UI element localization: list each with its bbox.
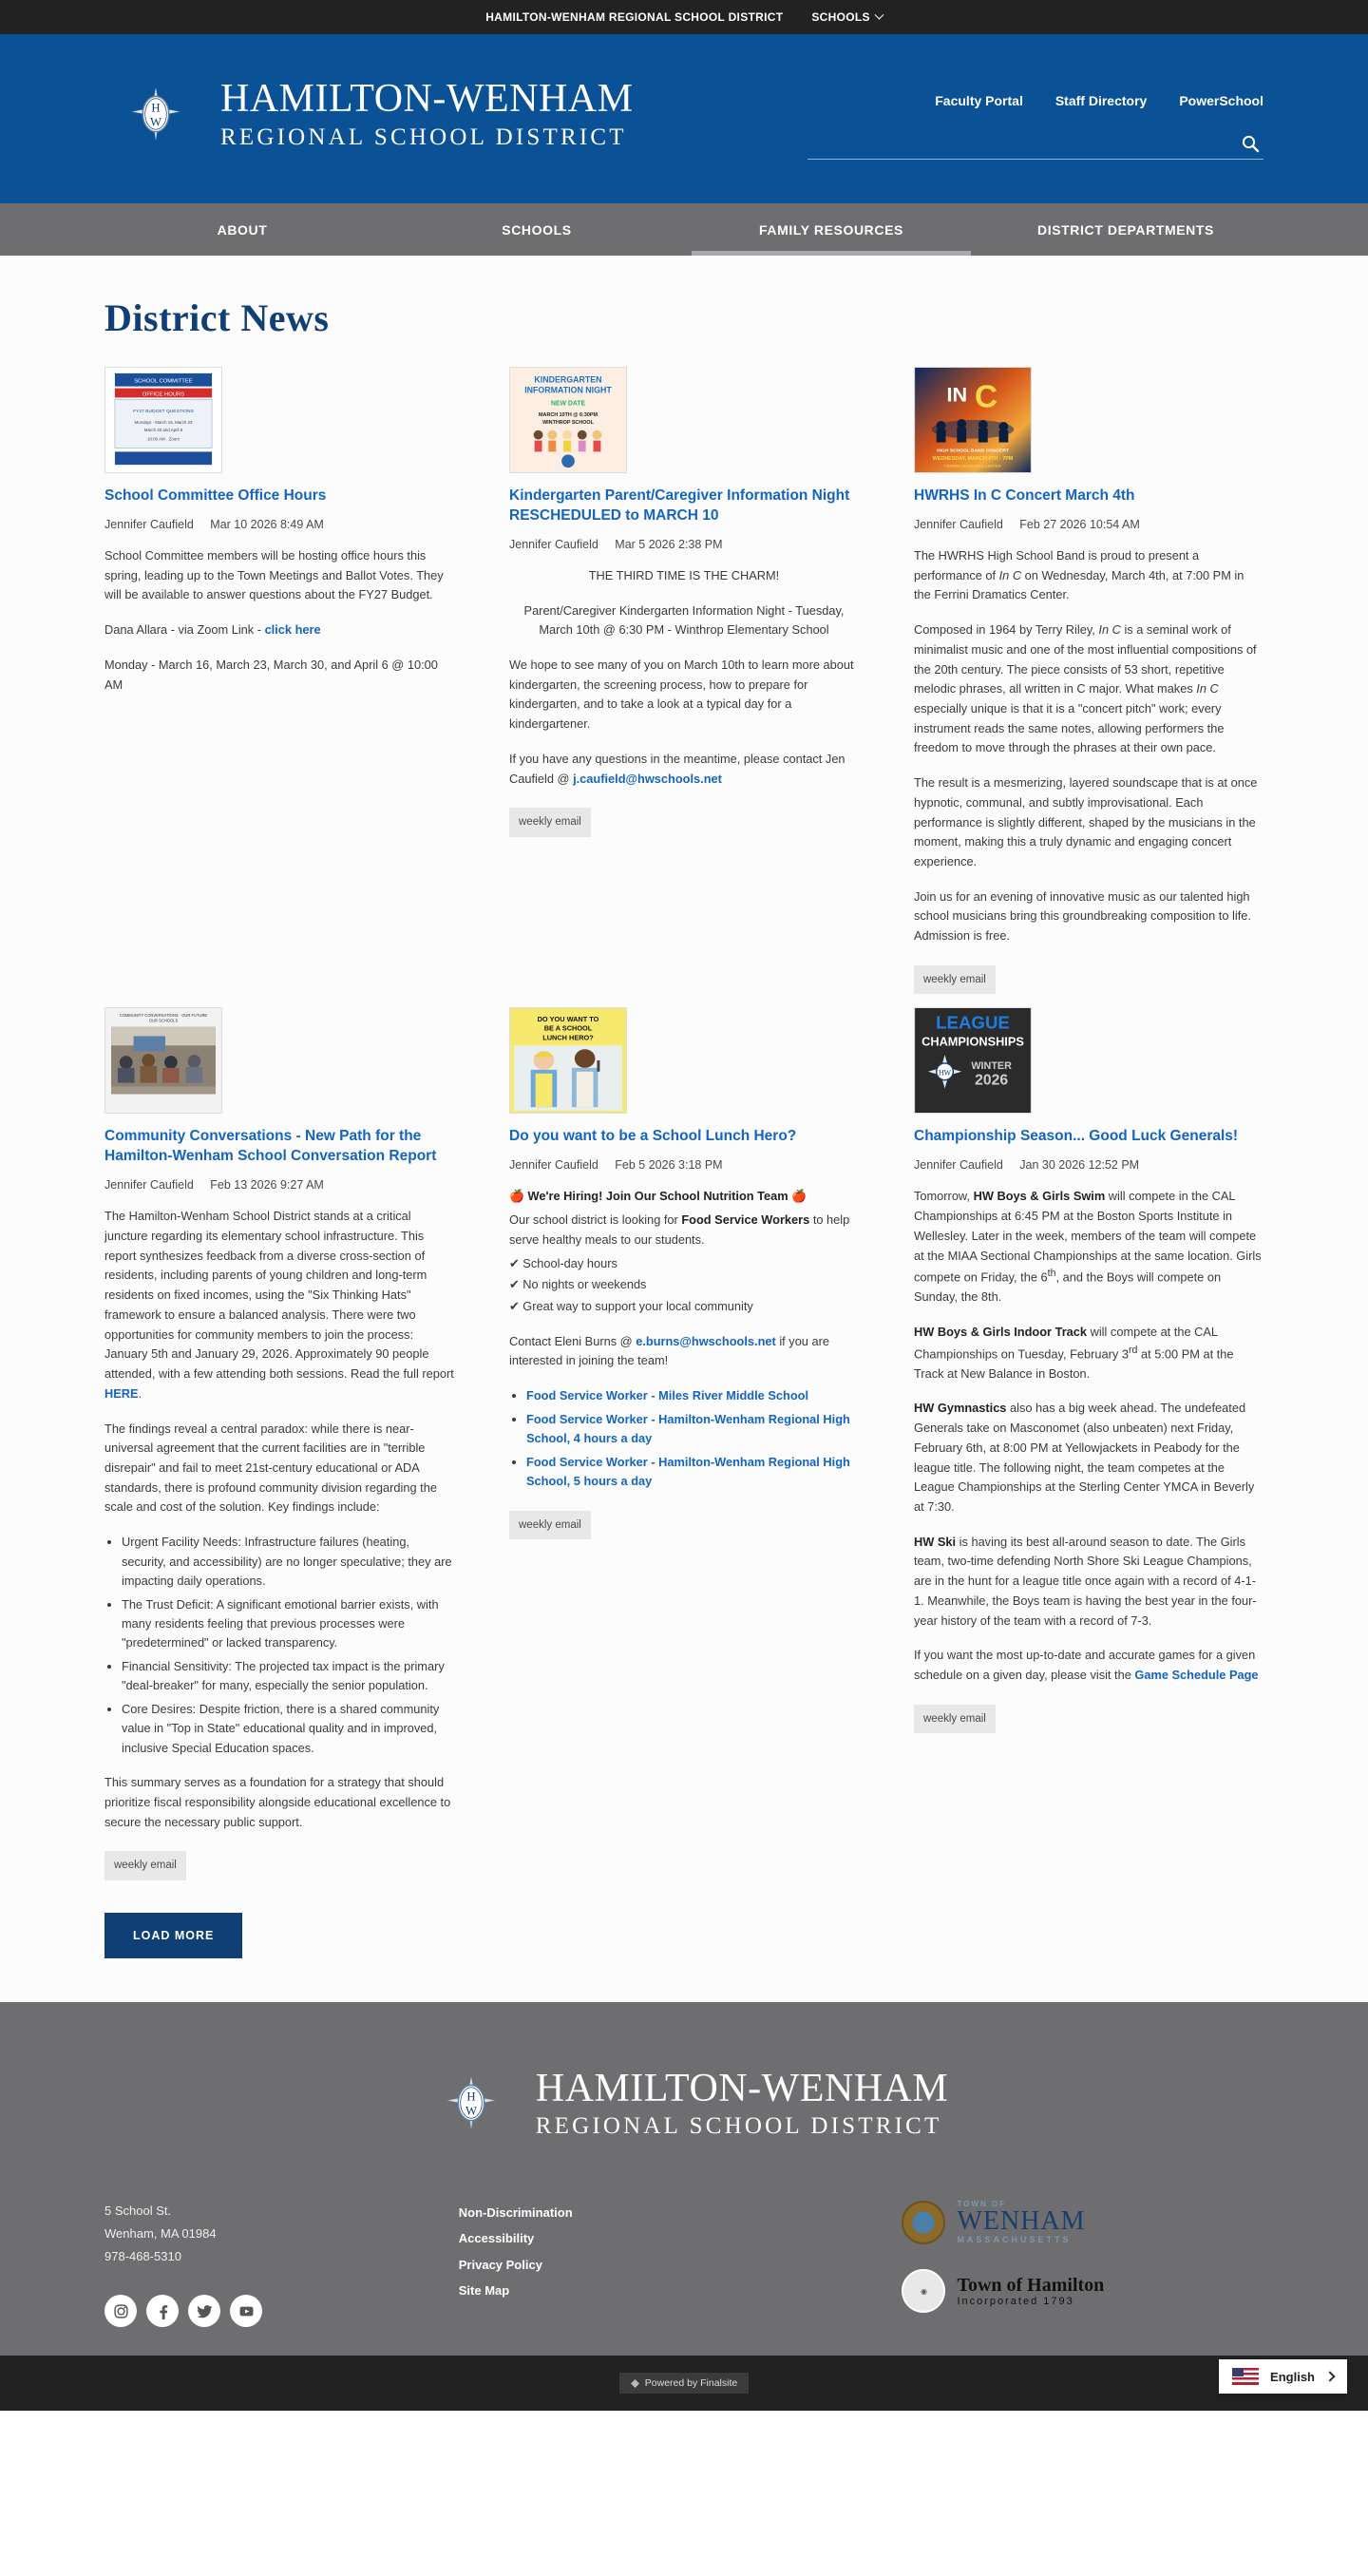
news-paragraph-join: Join us for an evening of innovative music as our talented high school musicians bring this groundbreaking composition to life. Admission is free. [914,888,1251,944]
news-headline: THE THIRD TIME IS THE CHARM! [588,567,780,582]
svg-text:OFFICE HOURS: OFFICE HOURS [142,391,185,398]
svg-text:10:00 AM · Zoom: 10:00 AM · Zoom [147,436,180,442]
list-item: • Core Desires: Despite friction, there is a shared community value in "Top in State" educational quality and in improved, inclusive Special Education spaces. [122,1700,454,1758]
news-card-school-committee-office-hours [104,367,454,716]
news-contact-paragraph [509,1332,859,1371]
news-title[interactable]: Community Conversations - New Path for the Hamilton-Wenham School Conversation Report [104,1128,437,1165]
us-flag-icon [1232,2368,1259,2385]
news-author: Jennifer Caufield [914,517,1003,531]
powered-by-label: Powered by Finalsite [644,2377,738,2390]
language-label: English [1270,2369,1315,2384]
news-tag[interactable]: weekly email [509,1511,591,1540]
news-title[interactable]: Kindergarten Parent/Caregiver Information Night RESCHEDULED to MARCH 10 [509,487,850,524]
svg-text:DO YOU WANT TO: DO YOU WANT TO [537,1015,599,1024]
news-meta [509,538,859,551]
news-author: Jennifer Caufield [509,537,598,551]
news-thumbnail-league-championships-poster[interactable] [914,1007,1032,1114]
wenham-seal-icon [902,2201,945,2244]
news-paragraph-schedule [914,1646,1264,1685]
news-tag[interactable]: weekly email [509,808,591,837]
wenham-title: WENHAM [957,2206,1086,2237]
nav-label-district-departments: DISTRICT DEPARTMENTS [1037,221,1214,238]
nav-item-about[interactable] [95,203,390,256]
footer-links-column [459,2200,846,2327]
hiring-headline: 🍎 We're Hiring! Join Our School Nutrition Team 🍎 [509,1189,808,1204]
news-card-hwrhs-in-c-concert [914,367,1264,1000]
news-paragraph-intro [914,546,1264,605]
team-name-bold: HW Ski [914,1534,957,1549]
svg-text:W: W [465,2104,477,2118]
news-body [104,1207,454,1880]
svg-text:WINTHROP SCHOOL: WINTHROP SCHOOL [542,419,594,426]
svg-text:HW: HW [938,1069,952,1078]
language-selector[interactable] [1219,2359,1347,2394]
zoom-link-prefix: Dana Allara - via Zoom Link - [104,622,265,638]
news-paragraph-swim [914,1187,1264,1307]
team-name-bold: HW Gymnastics [914,1401,1007,1416]
news-body: 🍎 We're Hiring! Join Our School Nutrition Team 🍎 Our school district is looking for Food Service Workers to help serve healthy meals to our students. ✔ School-day hours ✔ No nights or weekends ✔ Great way to support your local community Contact Eleni Burns @ e.burns@hwschools.net if you are interested in joining the team! • Food Service Worker - Miles River Middle School • Food Service Worker - Hamilton-Wenham Regional High School, 4 hours a day • Food Service Worker - Hamilton-Wenham Regional High School, 5 hours a day weekly email [509,1187,859,1539]
svg-text:IN: IN [946,382,968,407]
italic-in-c: In C [1098,622,1121,638]
instagram-icon[interactable] [104,2295,137,2327]
news-title[interactable]: Championship Season... Good Luck Generals! [914,1128,1239,1145]
text-part: to help serve healthy meals to our students. [509,1212,850,1247]
svg-text:COMMUNITY CONVERSATIONS · OUR: COMMUNITY CONVERSATIONS · OUR FUTURE [119,1013,208,1019]
hamilton-subtitle: Incorporated 1793 [957,2296,1074,2308]
logo-subtitle: REGIONAL SCHOOL DISTRICT [220,124,627,150]
footer-compass-logo-icon [420,2051,522,2154]
news-author: Jennifer Caufield [104,1178,194,1193]
load-more-button[interactable]: LOAD MORE [104,1913,242,1958]
svg-text:FERRINI DRAMATICS CENTER: FERRINI DRAMATICS CENTER [944,464,1001,469]
news-tag[interactable]: weekly email [104,1851,186,1880]
svg-text:WINTER: WINTER [971,1060,1012,1073]
search-icon [1241,134,1260,153]
ordinal-suffix: th [1047,1268,1056,1280]
full-report-link[interactable]: HERE [104,1385,139,1401]
news-meta [914,518,1264,531]
header-link-faculty-portal[interactable]: Faculty Portal [935,93,1023,108]
news-date: Feb 27 2026 10:54 AM [1019,517,1140,531]
search-button[interactable] [1237,134,1264,153]
footer-social-row [104,2295,459,2327]
site-logo[interactable] [104,63,633,165]
logo-title: HAMILTON-WENHAM [220,77,634,122]
chevron-down-icon [874,10,884,19]
team-name-bold: HW Boys & Girls Indoor Track [914,1324,1088,1339]
svg-text:FY27 BUDGET QUESTIONS: FY27 BUDGET QUESTIONS [133,410,194,415]
svg-text:INFORMATION NIGHT: INFORMATION NIGHT [524,385,612,395]
check-item: No nights or weekends [522,1277,647,1292]
news-meta [104,1178,454,1192]
job-role-bold: Food Service Workers [681,1212,810,1228]
svg-text:MARCH 10TH @ 6:30PM: MARCH 10TH @ 6:30PM [539,412,598,419]
news-thumbnail-kindergarten-flyer[interactable] [509,367,627,473]
news-meta [509,1158,859,1172]
page-title: District News [104,296,330,339]
footer-phone: 978-468-5310 [104,2249,181,2264]
check-item: School-day hours [522,1255,618,1270]
text-part: if you are interested in joining the team! [509,1333,829,1368]
text-part: is a seminal work of minimalist music and one of the most influential compositions of the 20th century. The piece consists of 53 short, repetitive melodic phrases, all written in C major. What makes [914,622,1257,696]
wenham-small-label: TOWN OF [957,2200,1007,2209]
text-part: The Hamilton-Wenham School District stands at a critical juncture regarding its elementary school infrastructure. This report synthesizes feedback from a diverse cross-section of residents, including parents of young children and long-term residents on fixed incomes, using the "Six Thinking Hats" framework to ensure a balanced analysis. There were two opportunities for community members to join the process: January 5th and January 29, 2026. Approximately 90 people attended, with a few attending both sessions. Read the full report [104,1209,454,1382]
news-paragraph-result: The result is a mesmerizing, layered soundscape that is at once hypnotic, communal, and subtly improvisational. Each performance is slightly different, shaped by the musicians in the moment, making this a truly dynamic and engaging concert experience. [914,775,1258,868]
svg-text:H: H [466,2089,476,2104]
footer-link-accessibility[interactable]: Accessibility [458,2231,535,2246]
footer-address-column [104,2200,459,2327]
text-part: will compete at the CAL Championships on Tuesday, February 3 [914,1324,1218,1361]
news-thumbnail-in-c-concert-poster[interactable] [914,367,1032,473]
svg-text:OUR SCHOOLS: OUR SCHOOLS [148,1019,179,1024]
text-part: Tomorrow, [914,1189,974,1204]
job-link[interactable]: Food Service Worker - Miles River Middle School [526,1388,809,1403]
footer-link-privacy-policy[interactable]: Privacy Policy [458,2257,542,2272]
svg-text:Mondays · March 16, March 23: Mondays · March 16, March 23 [134,419,193,425]
footer-link-site-map[interactable]: Site Map [458,2282,510,2298]
news-thumbnail-community-conversations-photo[interactable] [104,1007,222,1114]
news-paragraph-gymnastics [914,1399,1264,1517]
list-item: • Financial Sensitivity: The projected tax impact is the primary "deal-breaker" for many, especially the senior population. [122,1657,454,1696]
italic-in-c: In C [998,567,1022,582]
text-part: The HWRHS High School Band is proud to present a performance of [914,547,1200,582]
text-part: especially unique is that it is a "concert pitch" work; every instrument reads the same notes, allowing performers the freedom to move through the phrases at their own pace. [914,700,1225,755]
news-card-community-conversations [104,1007,454,1964]
news-tag[interactable]: weekly email [914,965,996,995]
footer-link-non-discrimination[interactable]: Non-Discrimination [458,2205,573,2221]
wenham-subtitle: MASSACHUSETTS [957,2235,1072,2245]
news-body [104,546,454,695]
check-item: Great way to support your local community [522,1299,753,1313]
email-link-caufield[interactable]: j.caufield@hwschools.net [573,771,722,786]
text-part: Contact Eleni Burns @ [509,1333,636,1348]
news-date: Mar 5 2026 2:38 PM [615,537,723,551]
news-thumbnail-school-committee-flyer[interactable] [104,367,222,473]
news-date: Mar 10 2026 8:49 AM [210,517,324,531]
svg-text:HIGH SCHOOL BAND CONCERT: HIGH SCHOOL BAND CONCERT [937,448,1009,454]
news-meta [914,1158,1264,1172]
news-findings-list [122,1533,454,1758]
header-links [935,93,1264,108]
news-paragraph: We hope to see many of you on March 10th to learn more about kindergarten, the screening process, how to prepare for kindergarten, and to take a look at a typical day for a kindergartener. [509,658,854,732]
chevron-right-icon [1324,2372,1335,2382]
news-body [914,1187,1264,1733]
search-input[interactable] [808,136,1237,151]
hamilton-title: Town of Hamilton [957,2275,1105,2297]
news-body [914,546,1264,995]
news-author: Jennifer Caufield [104,517,194,531]
news-author: Jennifer Caufield [914,1158,1003,1173]
contact-prefix: If you have any questions in the meantime, please contact Jen Caufield @ [509,751,846,786]
svg-text:CHAMPIONSHIPS: CHAMPIONSHIPS [922,1034,1024,1049]
twitter-icon[interactable] [188,2295,220,2327]
news-paragraph-zoom [104,620,454,640]
footer-town-logos [845,2200,1264,2327]
nav-label-family-resources: FAMILY RESOURCES [759,221,903,238]
hamilton-seal-icon: ◉ [902,2269,945,2313]
svg-text:SCHOOL COMMITTEE: SCHOOL COMMITTEE [134,378,193,385]
list-item [526,1410,859,1449]
page-body [0,256,1368,2002]
youtube-icon[interactable] [230,2295,262,2327]
news-paragraph-track [914,1323,1264,1383]
text-part: , and the Boys will compete on Sunday, the 8th. [914,1269,1222,1305]
news-card-school-lunch-hero [509,1007,859,1545]
news-event-details: Parent/Caregiver Kindergarten Information Night - Tuesday, March 10th @ 6:30 PM - Winthrop Elementary School [523,602,845,638]
site-footer [0,2002,1368,2356]
news-author: Jennifer Caufield [509,1158,598,1173]
news-paragraph: School Committee members will be hosting office hours this spring, leading up to the Town Meetings and Ballot Votes. They will be available to answer questions about the FY27 Budget. [104,547,444,602]
nav-item-family-resources[interactable] [684,203,978,256]
news-thumbnail-lunch-hero-cartoon[interactable] [509,1007,627,1114]
svg-text:KINDERGARTEN: KINDERGARTEN [534,374,602,385]
news-paragraph-findings: The findings reveal a central paradox: while there is near-universal agreement that the current facilities are in "terrible disrepair" and fail to meet 21st-century educational or ADA standards, there is profound community division regarding the scale and cost of the solution. Key findings include: [104,1421,437,1515]
job-link[interactable]: Food Service Worker - Hamilton-Wenham Regional High School, 4 hours a day [526,1411,850,1446]
svg-text:March 30 and April 6: March 30 and April 6 [143,427,183,432]
list-item [526,1453,859,1492]
top-utility-bar [0,0,1368,34]
town-of-wenham-logo[interactable] [902,2200,1264,2244]
news-date: Feb 13 2026 9:27 AM [210,1178,324,1193]
news-jobs-list [526,1386,859,1491]
news-paragraph-dates: Monday - March 16, March 23, March 30, and April 6 @ 10:00 AM [104,657,438,692]
svg-text:H: H [151,101,161,115]
footer-logo[interactable] [0,2051,1368,2154]
news-meta [104,518,454,531]
news-date: Jan 30 2026 12:52 PM [1019,1158,1140,1173]
header-link-staff-directory[interactable]: Staff Directory [1054,93,1148,108]
team-name-bold: HW Boys & Girls Swim [973,1189,1106,1204]
job-link[interactable]: Food Service Worker - Hamilton-Wenham Regional High School, 5 hours a day [526,1454,850,1489]
text-part: Composed in 1964 by Terry Riley, [914,622,1099,638]
ordinal-suffix: rd [1128,1344,1138,1356]
game-schedule-link[interactable]: Game Schedule Page [1134,1668,1259,1683]
news-paragraph-closing: This summary serves as a foundation for a strategy that should prioritize fiscal responsibility alongside educational excellence to secure the necessary public support. [104,1775,451,1829]
text-part: If you want the most up-to-date and accurate games for a given schedule on a given day, please visit the [914,1648,1256,1683]
topbar-schools-dropdown[interactable] [811,10,882,24]
text-part: is having its best all-around season to date. The Girls team, two-time defending North Shore Ski League Champions, are in the hunt for a league title once again with a record of 4-1-1. Meanwhile, the Boys team is having the best year in the four-year history of the team with a record of 7-3. [914,1534,1257,1628]
svg-text:LUNCH HERO?: LUNCH HERO? [542,1033,594,1042]
text-part: Our school district is looking for [509,1212,682,1228]
news-paragraph-composed [914,620,1264,758]
news-card-championship-season [914,1007,1264,1739]
header-link-powerschool[interactable]: PowerSchool [1179,93,1264,108]
topbar-district-name: HAMILTON-WENHAM REGIONAL SCHOOL DISTRICT [485,10,784,24]
svg-text:W: W [149,115,162,129]
svg-text:BE A SCHOOL: BE A SCHOOL [543,1024,593,1034]
nav-item-schools[interactable] [390,203,684,256]
svg-text:LEAGUE: LEAGUE [936,1013,1010,1034]
email-link-burns[interactable]: e.burns@hwschools.net [636,1333,776,1348]
news-title[interactable]: HWRHS In C Concert March 4th [914,487,1135,504]
news-contact-paragraph [509,750,859,789]
text-part: at 5:00 PM at the Track at New Balance in Boston. [914,1345,1234,1381]
text-part: also has a big week ahead. The undefeated Generals take on Masconomet (also unbeaten) next Friday, February 6th, at 8:00 PM at Yellowjackets in Peabody for the league title. The following night, the team competes at the League Championships at the Sterling Center YMCA in Beverly at 7:30. [914,1401,1255,1514]
main-navigation [0,203,1368,256]
footer-address-city: Wenham, MA 01984 [104,2226,217,2242]
bottom-bar [0,2356,1368,2411]
text-part: . [138,1385,142,1401]
text-part: will compete in the CAL Championships at 6:45 PM at the Boston Sports Institute in Wellesley. Later in the week, members of the team will compete at the MIAA Sectional Championships at the same location. Girls compete on Friday, the 6 [914,1189,1262,1285]
topbar-schools-label: SCHOOLS [811,10,870,24]
svg-text:2026: 2026 [975,1073,1009,1090]
text-part: on Wednesday, March 4th, at 7:00 PM in the Ferrini Dramatics Center. [914,567,1244,602]
news-title[interactable]: Do you want to be a School Lunch Hero? [509,1128,797,1145]
finalsite-icon [631,2379,639,2388]
powered-by-finalsite[interactable] [619,2373,749,2394]
facebook-icon[interactable] [146,2295,179,2327]
list-item: • Urgent Facility Needs: Infrastructure failures (heating, security, and accessibility) are no longer speculative; they are impacting daily operations. [122,1533,454,1591]
svg-text:WEDNESDAY, MARCH 4TH - 7PM: WEDNESDAY, MARCH 4TH - 7PM [932,456,1014,463]
click-here-link[interactable]: click here [264,622,321,638]
list-item: • The Trust Deficit: A significant emotional barrier exists, with many residents feeling that previous processes were "predetermined" or lacked transparency. [122,1595,454,1653]
news-tag[interactable]: weekly email [914,1705,996,1734]
news-body [509,566,859,837]
nav-item-district-departments[interactable] [978,203,1273,256]
footer-logo-title: HAMILTON-WENHAM [535,2066,949,2110]
nav-label-about: ABOUT [217,221,268,238]
svg-text:NEW DATE: NEW DATE [550,400,586,408]
news-paragraph-summary [104,1207,454,1403]
svg-text:C: C [974,379,998,415]
news-date: Feb 5 2026 3:18 PM [615,1158,723,1173]
nav-label-schools: SCHOOLS [502,221,572,238]
news-paragraph-ski [914,1533,1264,1631]
town-of-hamilton-logo[interactable] [902,2269,1264,2313]
footer-address-street: 5 School St. [104,2204,172,2219]
news-title[interactable]: School Committee Office Hours [104,487,327,504]
footer-logo-subtitle: REGIONAL SCHOOL DISTRICT [535,2112,942,2139]
compass-logo-icon [104,63,207,165]
italic-in-c: In C [1196,681,1219,696]
list-item [526,1386,859,1405]
news-card-kindergarten-info-night [509,367,859,843]
news-grid [104,367,1264,1964]
site-header [0,34,1368,203]
header-search [808,127,1264,160]
